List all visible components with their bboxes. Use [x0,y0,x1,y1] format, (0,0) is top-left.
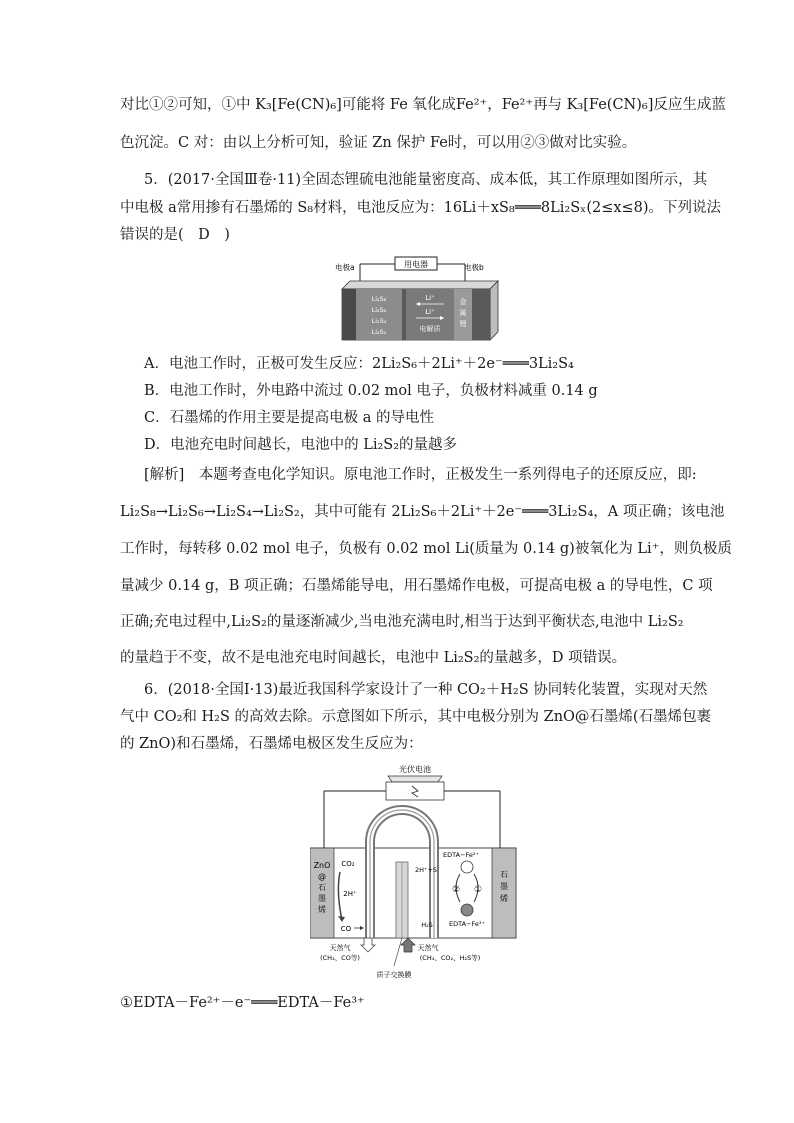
li-ion-top: Li⁺ [425,294,435,302]
q5-option-c: C．石墨烯的作用主要是提高电极 a 的导电性 [144,410,434,426]
q5-analysis-line-6: 的量趋于不变，故不是电池充电时间越长，电池中 Li₂S₂的量越多，D 项错误。 [120,650,627,666]
circle-1-label: ① [473,885,483,895]
left-electrode-line-5: 烯 [318,905,326,914]
left-electrode-line-4: 墨 [318,894,326,903]
metal-lithium-char-3: 锂 [459,320,467,328]
pv-cell [386,782,444,800]
q5-analysis-line-1: [解析] 本题考查电化学知识。原电池工作时，正极发生一系列得电子的还原反应，即: [144,467,697,483]
right-electrode-line-2: 墨 [500,882,508,891]
species-li2s4: Li₂S₄ [371,317,387,325]
q5-option-d: D．电池充电时间越长，电池中的 Li₂S₂的量越多 [144,437,458,453]
q5-stem-line-3: 错误的是( D ) [120,227,230,243]
q6-stem-line-3: 的 ZnO)和石墨烯，石墨烯电极区发生反应为： [120,736,423,752]
species-li2s6: Li₂S₆ [371,306,387,314]
h-plus-label: 2H⁺ [343,890,357,898]
gas-out-label: 天然气 [329,944,351,952]
q6-stem-line-2: 气中 CO₂和 H₂S 的高效去除。示意图如下所示，其中电极分别为 ZnO@石墨烯(石墨烯包裹 [120,709,712,725]
species-li2s2: Li₂S₂ [371,328,387,336]
electrode-b-label: 电极b [464,263,484,272]
co-label: CO [340,925,352,933]
left-electrode-line-3: 石 [318,883,326,892]
circle-bottom [461,904,473,916]
right-electrode [492,848,516,938]
circle-2-label: ② [451,885,461,895]
li-ion-bottom: Li⁺ [425,308,435,316]
q6-reaction-1: ①EDTA－Fe²⁺－e⁻═══EDTA－Fe³⁺ [120,995,365,1011]
h2s-label: H₂S [421,921,433,929]
gas-in-arrow [401,938,415,952]
q5-stem-line-1: 5．(2017·全国Ⅲ卷·11)全固态锂硫电池能量密度高、成本低，其工作原理如图所示，其 [144,172,708,188]
metal-lithium-char-2: 属 [459,309,467,317]
h-s-label: 2H⁺+S [414,866,438,874]
metal-lithium-char-1: 金 [459,298,467,306]
electrode-a [342,289,356,340]
edta-fe2-label: EDTA−Fe²⁺ [443,851,479,859]
right-electrode-line-1: 石 [500,870,508,879]
species-li2s8: Li₂S₈ [371,295,387,303]
gas-out-arrow [361,938,375,952]
q5-analysis-line-3: 工作时，每转移 0.02 mol 电子，负极有 0.02 mol Li(质量为 0.14 g)被氧化为 Li⁺，则负极质 [120,541,732,557]
prev-answer-line-1: 对比①②可知，①中 K₃[Fe(CN)₆]可能将 Fe 氧化成Fe²⁺，Fe²⁺再与 K₃[Fe(CN)₆]反应生成蓝 [120,97,726,113]
prev-answer-line-2: 色沉淀。C 对：由以上分析可知，验证 Zn 保护 Fe时，可以用②③做对比实验。 [120,135,637,151]
membrane-label: 质子交换膜 [376,971,412,979]
q5-option-a: A．电池工作时，正极可发生反应：2Li₂S₆＋2Li⁺＋2e⁻═══3Li₂S₄ [144,356,574,372]
gas-in-detail: (CH₄、CO₂、H₂S等) [419,954,481,962]
gas-out-detail: (CH₄、CO等) [320,954,360,962]
electrode-a-label: 电极a [335,263,355,272]
appliance-label: 用电器 [404,260,428,269]
gas-in-label: 天然气 [417,944,439,952]
q5-option-b: B．电池工作时，外电路中流过 0.02 mol 电子，负极材料减重 0.14 g [144,383,598,399]
q6-device-figure [310,762,520,984]
circle-top [461,861,473,873]
q5-battery-figure [330,256,500,342]
co2-label: CO₂ [341,860,355,868]
left-electrode-line-1: ZnO [313,861,331,870]
q5-analysis-line-2: Li₂S₈→Li₂S₆→Li₂S₄→Li₂S₂，其中可能有 2Li₂S₆＋2Li⁺＋2e⁻═══3Li₂S₄，A 项正确；该电池 [120,504,725,520]
electrolyte-label: 电解质 [419,325,441,333]
q5-stem-line-2: 中电极 a常用掺有石墨烯的 S₈材料，电池反应为：16Li＋xS₈═══8Li₂Sₓ(2≤x≤8)。下列说法 [120,200,722,216]
right-electrode-line-3: 烯 [500,894,508,903]
q5-analysis-line-4: 量减少 0.14 g，B 项正确；石墨烯能导电，用石墨烯作电极，可提高电极 a 的导电性，C 项 [120,578,713,594]
q6-stem-line-1: 6．(2018·全国Ⅰ·13)最近我国科学家设计了一种 CO₂＋H₂S 协同转化装置，实现对天然 [144,682,708,698]
edta-fe3-label: EDTA−Fe³⁺ [449,920,485,928]
left-electrode-line-2: @ [318,872,326,881]
pv-label: 光伏电池 [399,765,431,774]
q5-analysis-line-5: 正确;充电过程中,Li₂S₂的量逐渐减少,当电池充满电时,相当于达到平衡状态,电池中 Li₂S₂ [120,614,684,630]
